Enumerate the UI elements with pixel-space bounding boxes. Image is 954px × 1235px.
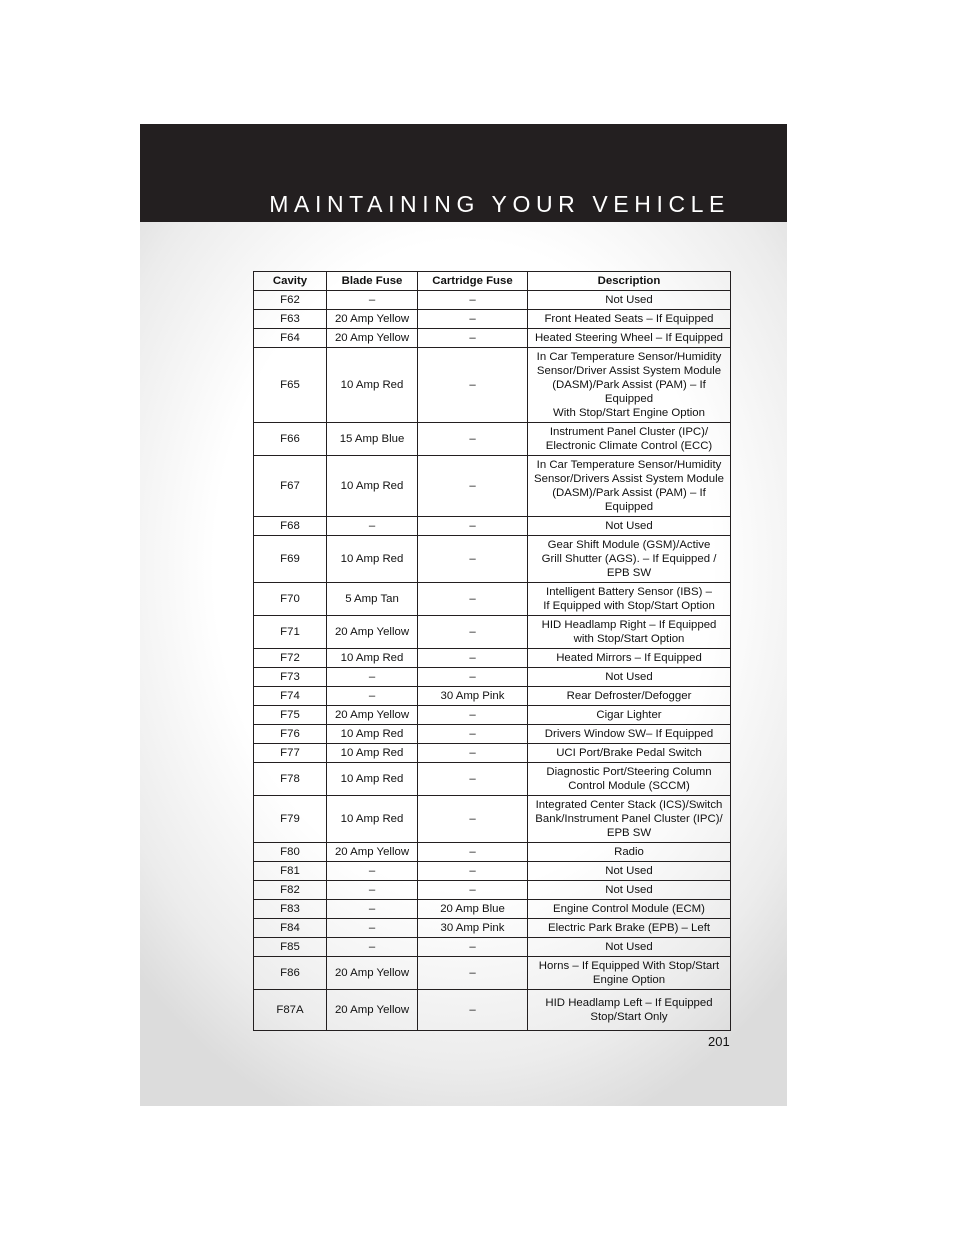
description-cell (528, 423, 731, 456)
description-cell (528, 536, 731, 583)
description-line: Cigar Lighter (596, 709, 662, 721)
table-row (254, 329, 731, 348)
blade-fuse-cell: 20 Amp Yellow (327, 616, 418, 649)
cavity-cell: F76 (254, 725, 327, 744)
description-cell (528, 649, 731, 668)
blade-fuse-cell: 15 Amp Blue (327, 423, 418, 456)
description-line: EPB SW (606, 567, 652, 579)
description-line: HID Headlamp Left – If Equipped (545, 997, 713, 1009)
description-line: EPB SW (606, 827, 652, 839)
cartridge-fuse-cell: 30 Amp Pink (418, 919, 528, 938)
description-line: In Car Temperature Sensor/Humidity (536, 459, 722, 471)
cartridge-fuse-cell: – (418, 881, 528, 900)
table-row (254, 725, 731, 744)
description-line: Engine Control Module (ECM) (553, 903, 705, 915)
description-cell (528, 517, 731, 536)
cartridge-fuse-cell: – (418, 583, 528, 616)
description-line: Sensor/Drivers Assist System Module (534, 473, 724, 485)
table-row (254, 649, 731, 668)
table-row (254, 919, 731, 938)
table-row (254, 456, 731, 517)
cavity-cell: F79 (254, 796, 327, 843)
cavity-cell: F73 (254, 668, 327, 687)
description-line: Control Module (SCCM) (568, 780, 690, 792)
cartridge-fuse-cell: 30 Amp Pink (418, 687, 528, 706)
blade-fuse-cell: 10 Amp Red (327, 456, 418, 517)
blade-fuse-cell: – (327, 291, 418, 310)
table-row (254, 957, 731, 990)
section-header-bar (140, 124, 787, 222)
cavity-cell: F74 (254, 687, 327, 706)
cavity-cell: F75 (254, 706, 327, 725)
cavity-cell: F86 (254, 957, 327, 990)
column-header-cavity: Cavity (254, 272, 327, 291)
description-line: Rear Defroster/Defogger (566, 690, 692, 702)
blade-fuse-cell: 20 Amp Yellow (327, 329, 418, 348)
table-row (254, 796, 731, 843)
description-cell (528, 291, 731, 310)
cartridge-fuse-cell: – (418, 763, 528, 796)
cavity-cell: F78 (254, 763, 327, 796)
description-line: Engine Option (592, 974, 666, 986)
description-line: With Stop/Start Engine Option (553, 407, 705, 419)
cavity-cell: F67 (254, 456, 327, 517)
description-cell (528, 348, 731, 423)
description-cell (528, 990, 731, 1031)
description-cell (528, 843, 731, 862)
cartridge-fuse-cell: – (418, 517, 528, 536)
cavity-cell: F71 (254, 616, 327, 649)
cavity-cell: F87A (254, 990, 327, 1031)
description-cell (528, 583, 731, 616)
description-cell (528, 881, 731, 900)
description-cell (528, 900, 731, 919)
blade-fuse-cell: – (327, 862, 418, 881)
description-line: Stop/Start Only (590, 1011, 668, 1023)
cavity-cell: F66 (254, 423, 327, 456)
cartridge-fuse-cell: – (418, 725, 528, 744)
cartridge-fuse-cell: – (418, 649, 528, 668)
cartridge-fuse-cell: – (418, 456, 528, 517)
table-row (254, 310, 731, 329)
column-header-blade-fuse: Blade Fuse (327, 272, 418, 291)
table-row (254, 990, 731, 1031)
blade-fuse-cell: 10 Amp Red (327, 536, 418, 583)
blade-fuse-cell: 10 Amp Red (327, 763, 418, 796)
blade-fuse-cell: 10 Amp Red (327, 796, 418, 843)
cavity-cell: F65 (254, 348, 327, 423)
description-line: Radio (614, 846, 644, 858)
blade-fuse-cell: – (327, 668, 418, 687)
description-line: (DASM)/Park Assist (PAM) – If Equipped (552, 379, 706, 405)
table-row (254, 517, 731, 536)
description-line: Drivers Window SW– If Equipped (544, 728, 714, 740)
table-header-row (254, 272, 731, 291)
blade-fuse-cell: – (327, 687, 418, 706)
description-line: Not Used (605, 520, 653, 532)
cavity-cell: F85 (254, 938, 327, 957)
cartridge-fuse-cell: – (418, 536, 528, 583)
description-cell (528, 668, 731, 687)
table-row (254, 668, 731, 687)
cartridge-fuse-cell: – (418, 616, 528, 649)
table-row (254, 881, 731, 900)
cartridge-fuse-cell: – (418, 957, 528, 990)
blade-fuse-cell: 10 Amp Red (327, 744, 418, 763)
column-header-cartridge-fuse: Cartridge Fuse (418, 272, 528, 291)
table-row (254, 291, 731, 310)
blade-fuse-cell: 10 Amp Red (327, 725, 418, 744)
table-row (254, 900, 731, 919)
blade-fuse-cell: 20 Amp Yellow (327, 990, 418, 1031)
section-title: MAINTAINING YOUR VEHICLE (269, 191, 730, 217)
blade-fuse-cell: – (327, 881, 418, 900)
description-line: Gear Shift Module (GSM)/Active (547, 539, 711, 551)
cartridge-fuse-cell: 20 Amp Blue (418, 900, 528, 919)
cavity-cell: F69 (254, 536, 327, 583)
blade-fuse-cell: 20 Amp Yellow (327, 310, 418, 329)
description-line: Not Used (605, 294, 653, 306)
cavity-cell: F82 (254, 881, 327, 900)
cartridge-fuse-cell: – (418, 423, 528, 456)
blade-fuse-cell: – (327, 517, 418, 536)
description-line: Electric Park Brake (EPB) – Left (547, 922, 711, 934)
blade-fuse-cell: – (327, 900, 418, 919)
cartridge-fuse-cell: – (418, 938, 528, 957)
table-row (254, 423, 731, 456)
description-line: Heated Mirrors – If Equipped (556, 652, 702, 664)
page-number: 201 (708, 1034, 730, 1049)
description-line: Intelligent Battery Sensor (IBS) – (546, 586, 712, 598)
description-line: Instrument Panel Cluster (IPC)/ (549, 426, 709, 438)
description-cell (528, 744, 731, 763)
manual-page (140, 124, 787, 1106)
description-line: Bank/Instrument Panel Cluster (IPC)/ (535, 813, 723, 825)
cavity-cell: F81 (254, 862, 327, 881)
cartridge-fuse-cell: – (418, 329, 528, 348)
description-line: Heated Steering Wheel – If Equipped (534, 332, 724, 344)
cavity-cell: F68 (254, 517, 327, 536)
blade-fuse-cell: 5 Amp Tan (327, 583, 418, 616)
cartridge-fuse-cell: – (418, 862, 528, 881)
cavity-cell: F80 (254, 843, 327, 862)
table-row (254, 938, 731, 957)
description-line: Not Used (605, 865, 653, 877)
cavity-cell: F77 (254, 744, 327, 763)
blade-fuse-cell: 10 Amp Red (327, 649, 418, 668)
description-cell (528, 763, 731, 796)
description-cell (528, 616, 731, 649)
description-cell (528, 957, 731, 990)
description-cell (528, 938, 731, 957)
blade-fuse-cell: – (327, 938, 418, 957)
cavity-cell: F72 (254, 649, 327, 668)
description-line: UCI Port/Brake Pedal Switch (556, 747, 702, 759)
table-row (254, 763, 731, 796)
column-header-description: Description (528, 272, 731, 291)
description-line: Grill Shutter (AGS). – If Equipped / (541, 553, 717, 565)
cartridge-fuse-cell: – (418, 990, 528, 1031)
table-row (254, 536, 731, 583)
description-line: (DASM)/Park Assist (PAM) – If Equipped (552, 487, 706, 513)
description-line: Diagnostic Port/Steering Column (546, 766, 712, 778)
table-row (254, 583, 731, 616)
description-line: with Stop/Start Option (573, 633, 685, 645)
description-cell (528, 725, 731, 744)
description-cell (528, 706, 731, 725)
blade-fuse-cell: – (327, 919, 418, 938)
cavity-cell: F84 (254, 919, 327, 938)
fuse-table-body (254, 291, 731, 1031)
description-line: HID Headlamp Right – If Equipped (541, 619, 717, 631)
description-line: Not Used (605, 671, 653, 683)
table-row (254, 862, 731, 881)
description-cell (528, 310, 731, 329)
description-cell (528, 456, 731, 517)
cartridge-fuse-cell: – (418, 291, 528, 310)
cavity-cell: F63 (254, 310, 327, 329)
blade-fuse-cell: 20 Amp Yellow (327, 957, 418, 990)
cartridge-fuse-cell: – (418, 843, 528, 862)
description-line: Not Used (605, 884, 653, 896)
description-line: In Car Temperature Sensor/Humidity (536, 351, 722, 363)
description-cell (528, 329, 731, 348)
cartridge-fuse-cell: – (418, 348, 528, 423)
description-line: Sensor/Driver Assist System Module (536, 365, 722, 377)
description-line: If Equipped with Stop/Start Option (543, 600, 715, 612)
blade-fuse-cell: 20 Amp Yellow (327, 706, 418, 725)
description-cell (528, 687, 731, 706)
cartridge-fuse-cell: – (418, 706, 528, 725)
cartridge-fuse-cell: – (418, 796, 528, 843)
table-row (254, 843, 731, 862)
description-line: Front Heated Seats – If Equipped (544, 313, 714, 325)
table-row (254, 706, 731, 725)
blade-fuse-cell: 10 Amp Red (327, 348, 418, 423)
description-cell (528, 796, 731, 843)
table-row (254, 687, 731, 706)
table-row (254, 744, 731, 763)
fuse-table (253, 271, 731, 1031)
description-line: Integrated Center Stack (ICS)/Switch (535, 799, 723, 811)
cartridge-fuse-cell: – (418, 744, 528, 763)
cartridge-fuse-cell: – (418, 668, 528, 687)
blade-fuse-cell: 20 Amp Yellow (327, 843, 418, 862)
cavity-cell: F70 (254, 583, 327, 616)
description-line: Horns – If Equipped With Stop/Start (538, 960, 720, 972)
description-line: Not Used (605, 941, 653, 953)
cartridge-fuse-cell: – (418, 310, 528, 329)
table-row (254, 348, 731, 423)
cavity-cell: F62 (254, 291, 327, 310)
description-cell (528, 862, 731, 881)
table-row (254, 616, 731, 649)
cavity-cell: F83 (254, 900, 327, 919)
description-cell (528, 919, 731, 938)
cavity-cell: F64 (254, 329, 327, 348)
description-line: Electronic Climate Control (ECC) (545, 440, 713, 452)
